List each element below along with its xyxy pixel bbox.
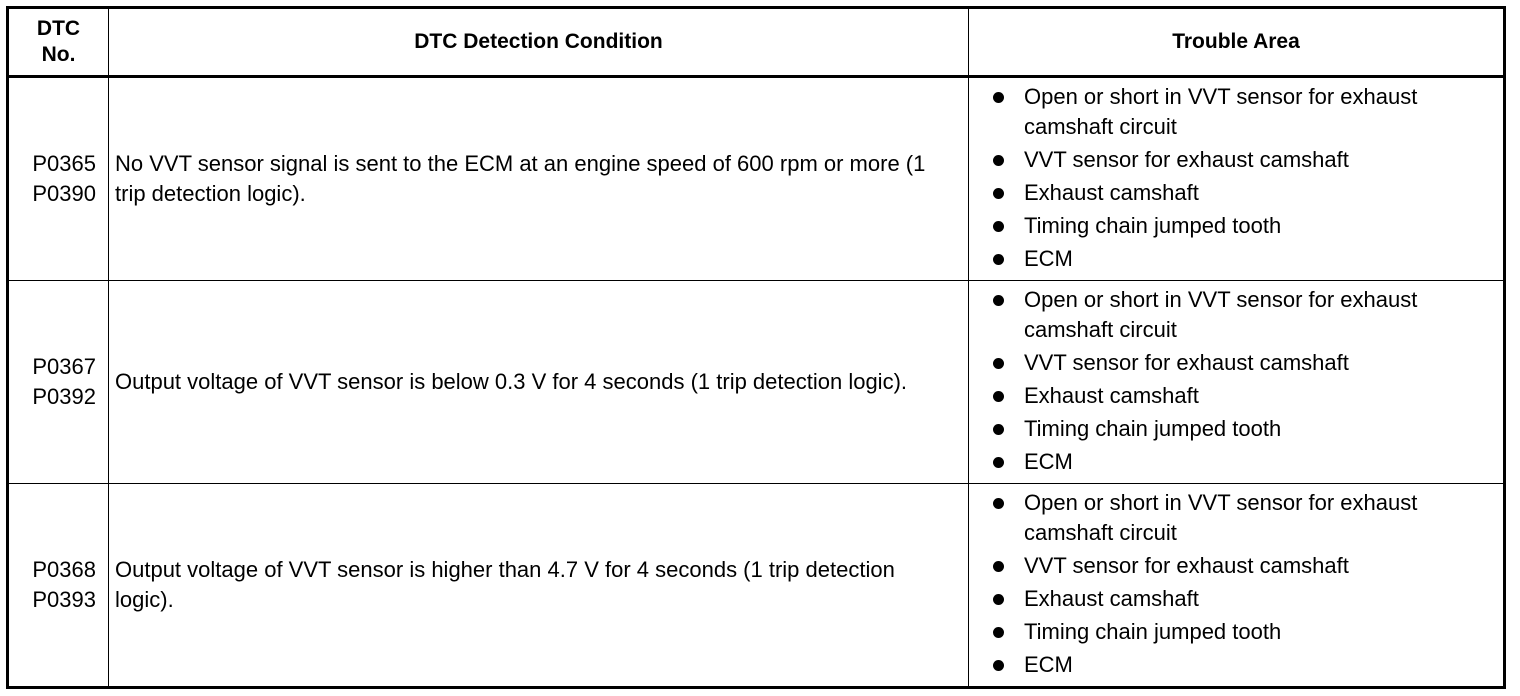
bullet-icon <box>993 358 1004 369</box>
header-dtc-no <box>8 8 109 77</box>
dtc-code: P0390 <box>32 181 96 206</box>
dtc-code-cell <box>8 77 109 281</box>
trouble-area-list <box>991 488 1495 680</box>
bullet-icon <box>993 188 1004 199</box>
trouble-area-text: Timing chain jumped tooth <box>1024 416 1282 441</box>
bullet-icon <box>993 660 1004 671</box>
trouble-area-text: Open or short in VVT sensor for exhaust camshaft circuit <box>1024 84 1418 139</box>
bullet-icon <box>993 498 1004 509</box>
bullet-icon <box>993 155 1004 166</box>
bullet-icon <box>993 92 1004 103</box>
table-row-2 <box>8 281 1505 484</box>
dtc-code: P0365 <box>32 151 96 176</box>
trouble-area-cell <box>969 77 1505 281</box>
trouble-area-item <box>991 650 1495 680</box>
table-body <box>8 77 1505 688</box>
trouble-area-item <box>991 617 1495 647</box>
trouble-area-item <box>991 414 1495 444</box>
detection-condition-cell: No VVT sensor signal is sent to the ECM at an engine speed of 600 rpm or more (1 trip detection logic). <box>109 77 969 281</box>
dtc-code: P0393 <box>32 587 96 612</box>
trouble-area-text: Exhaust camshaft <box>1024 586 1199 611</box>
trouble-area-text: ECM <box>1024 449 1073 474</box>
bullet-icon <box>993 594 1004 605</box>
dtc-code: P0368 <box>32 557 96 582</box>
trouble-area-text: Timing chain jumped tooth <box>1024 213 1282 238</box>
trouble-area-text: Timing chain jumped tooth <box>1024 619 1282 644</box>
table-header-row <box>8 8 1505 77</box>
trouble-area-text: Exhaust camshaft <box>1024 383 1199 408</box>
header-dtc-no-label <box>13 16 104 68</box>
trouble-area-item <box>991 211 1495 241</box>
bullet-icon <box>993 424 1004 435</box>
trouble-area-text: Exhaust camshaft <box>1024 180 1199 205</box>
trouble-area-text: Open or short in VVT sensor for exhaust camshaft circuit <box>1024 287 1418 342</box>
trouble-area-text: ECM <box>1024 652 1073 677</box>
bullet-icon <box>993 561 1004 572</box>
table-row-1 <box>8 77 1505 281</box>
trouble-area-text: Open or short in VVT sensor for exhaust camshaft circuit <box>1024 490 1418 545</box>
trouble-area-item <box>991 447 1495 477</box>
header-condition: DTC Detection Condition <box>109 8 969 77</box>
dtc-code-cell <box>8 281 109 484</box>
bullet-icon <box>993 295 1004 306</box>
bullet-icon <box>993 457 1004 468</box>
trouble-area-item <box>991 584 1495 614</box>
detection-condition-cell: Output voltage of VVT sensor is higher than 4.7 V for 4 seconds (1 trip detection logic). <box>109 484 969 688</box>
trouble-area-item <box>991 285 1495 345</box>
header-trouble-area: Trouble Area <box>969 8 1505 77</box>
trouble-area-list <box>991 82 1495 274</box>
trouble-area-item <box>991 551 1495 581</box>
dtc-table <box>6 6 1506 689</box>
trouble-area-cell <box>969 484 1505 688</box>
trouble-area-cell <box>969 281 1505 484</box>
trouble-area-text: VVT sensor for exhaust camshaft <box>1024 350 1349 375</box>
table-row-3 <box>8 484 1505 688</box>
trouble-area-item <box>991 82 1495 142</box>
dtc-code: P0392 <box>32 384 96 409</box>
bullet-icon <box>993 627 1004 638</box>
bullet-icon <box>993 221 1004 232</box>
trouble-area-text: VVT sensor for exhaust camshaft <box>1024 147 1349 172</box>
trouble-area-item <box>991 348 1495 378</box>
trouble-area-item <box>991 244 1495 274</box>
trouble-area-list <box>991 285 1495 477</box>
trouble-area-item <box>991 145 1495 175</box>
trouble-area-item <box>991 488 1495 548</box>
trouble-area-text: VVT sensor for exhaust camshaft <box>1024 553 1349 578</box>
header-dtc-no-line: DTC <box>36 17 81 40</box>
trouble-area-text: ECM <box>1024 246 1073 271</box>
header-dtc-no-line: No. <box>41 43 76 66</box>
bullet-icon <box>993 391 1004 402</box>
bullet-icon <box>993 254 1004 265</box>
dtc-code-cell <box>8 484 109 688</box>
trouble-area-item <box>991 381 1495 411</box>
dtc-code: P0367 <box>32 354 96 379</box>
trouble-area-item <box>991 178 1495 208</box>
detection-condition-cell: Output voltage of VVT sensor is below 0.3 V for 4 seconds (1 trip detection logic). <box>109 281 969 484</box>
